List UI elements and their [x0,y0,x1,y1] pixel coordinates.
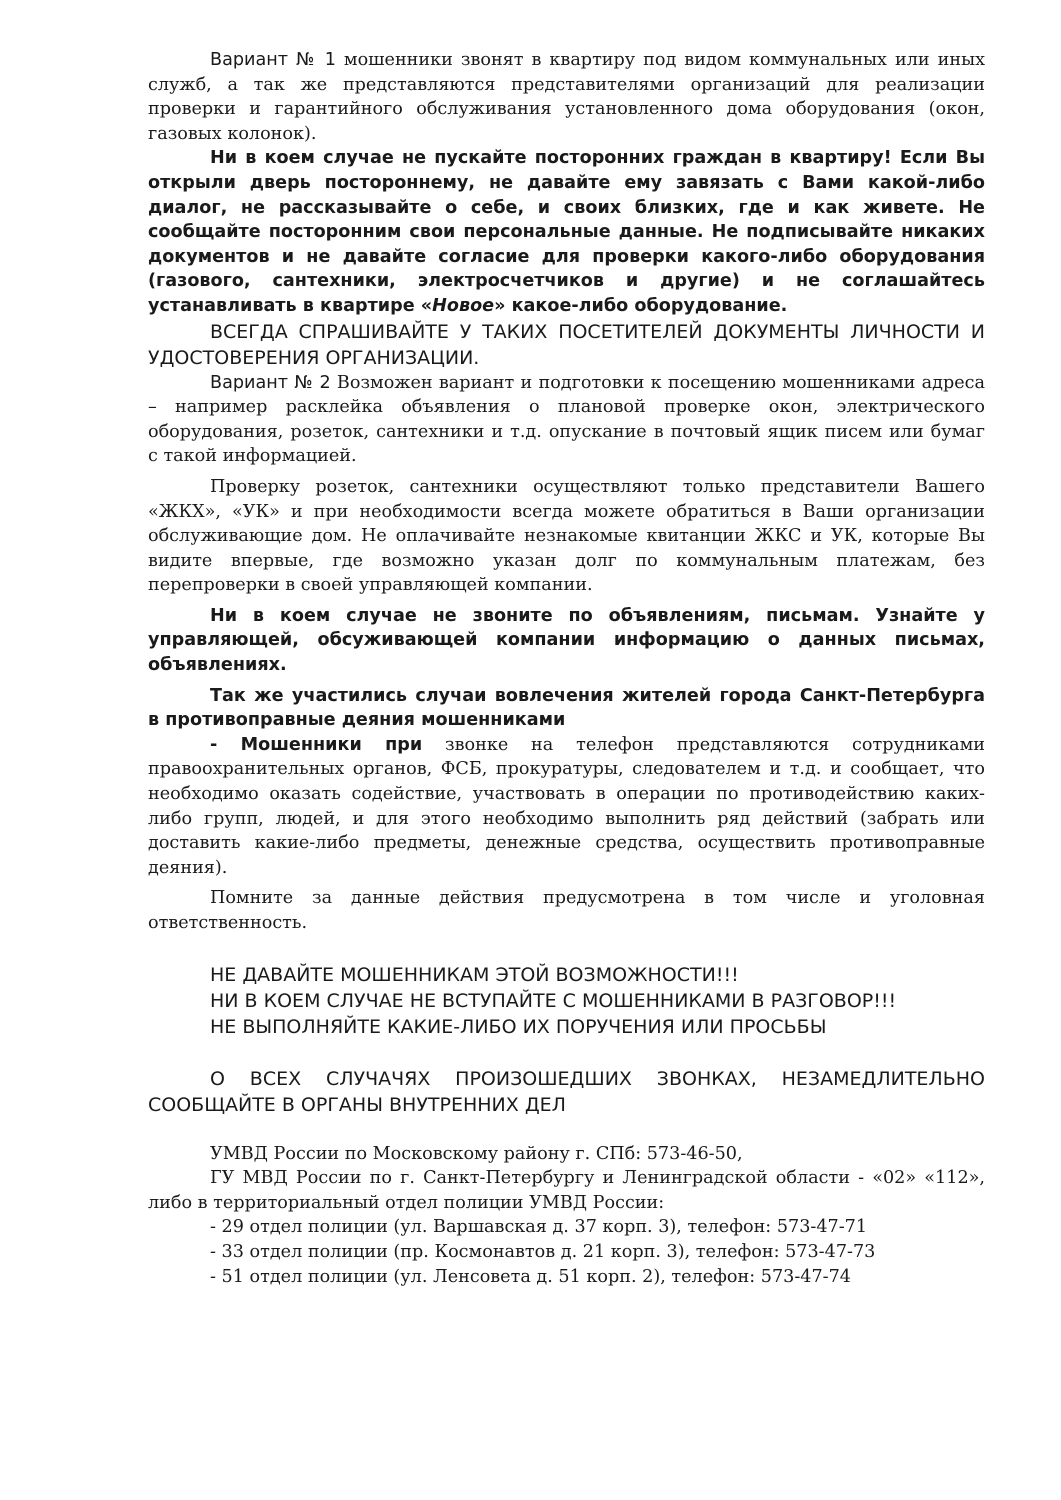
contact-gu: ГУ МВД России по г. Санкт-Петербургу и Ленинградской области - «02» «112», либо в территориальный отдел полиции УМВД России: [148,1168,985,1213]
paragraph-check-sockets: Проверку розеток, сантехники осуществляют только представители Вашего «ЖКХ», «УК» и при необходимости всегда можете обратиться в Ваши организации обслуживающие дом. Не оплачивайте незнакомые квитанции ЖКС и УК, которые Вы видите впервые, где возможно указан долг по коммунальным платежам, без перепроверки в своей управляющей компании. [148,476,985,596]
warning-line-2: НИ В КОЕМ СЛУЧАЕ НЕ ВСТУПАЙТЕ С МОШЕННИКАМИ В РАЗГОВОР!!! [210,989,897,1012]
variant-1-text: мошенники звонят в квартиру под видом коммунальных или иных служб, а так же представляются представителями организаций для реализации проверки и гарантийного обслуживания установленного дома оборудования (окон, газовых колонок). [148,50,985,144]
warning-door-text-b: » какое-либо оборудование. [494,295,788,316]
warning-door-italic: Новое [432,295,495,316]
spacer [148,936,985,962]
warning-line-3: НЕ ВЫПОЛНЯЙТЕ КАКИЕ-ЛИБО ИХ ПОРУЧЕНИЯ ИЛИ ПРОСЬБЫ [210,1015,827,1038]
paragraph-variant-2 [148,371,985,469]
contact-department-33: - 33 отдел полиции (пр. Космонавтов д. 21 корп. 3), телефон: 573-47-73 [210,1241,876,1262]
phone-scam-lead: - Мошенники при [210,734,423,755]
paragraph-warning-door [148,146,985,318]
variant-2-lead: Вариант № 2 [210,372,331,393]
paragraph-phone-scam [148,733,985,881]
spacer [148,1118,985,1142]
paragraph-variant-1 [148,48,985,146]
variant-2-text: Возможен вариант и подготовки к посещению мошенниками адреса – например расклейка объявления о плановой проверке окон, электрического оборудования, розеток, сантехники и т.д. опускание в почтовый ящик писем или бумаг с такой информацией. [148,372,986,467]
paragraph-liability: Помните за данные действия предусмотрена в том числе и уголовная ответственность. [148,888,985,933]
contact-department-29: - 29 отдел полиции (ул. Варшавская д. 37 корп. 3), телефон: 573-47-71 [210,1217,868,1238]
paragraph-involvement: Так же участились случаи вовлечения жителей города Санкт-Петербурга в противоправные деяния мошенниками [148,685,985,731]
phone-scam-text: звонке на телефон представляются сотрудниками правоохранительных органов, ФСБ, прокуратуры, следователем и т.д. и сообщает, что необходимо оказать содействие, участвовать в операции по противодействию каких-либо групп, людей, и для этого необходимо выполнить ряд действий (забрать или доставить какие-либо предметы, денежные средства, осуществить противоправные деяния). [148,734,985,878]
spacer [148,1040,985,1066]
paragraph-no-calls: Ни в коем случае не звоните по объявлениям, письмам. Узнайте у управляющей, обсуживающей компании информацию о данных письмах, объявлениях. [148,605,985,676]
variant-1-lead: Вариант № 1 [210,50,336,70]
paragraph-ask-documents: ВСЕГДА СПРАШИВАЙТЕ У ТАКИХ ПОСЕТИТЕЛЕЙ ДОКУМЕНТЫ ЛИЧНОСТИ И УДОСТОВЕРЕНИЯ ОРГАНИЗАЦИИ. [148,320,985,369]
warning-door-text-a: Ни в коем случае не пускайте посторонних граждан в квартиру! Если Вы открыли дверь постороннему, не давайте ему завязать с Вами какой-либо диалог, не рассказывайте о себе, и своих близких, где и как живете. Не сообщайте посторонним свои персональные данные. Не подписывайте никаких документов и не давайте согласие для проверки какого-либо оборудования (газового, сантехники, электросчетчиков и другие) и не соглашайтесь устанавливать в квартире « [148,148,985,316]
warning-line-1: НЕ ДАВАЙТЕ МОШЕННИКАМ ЭТОЙ ВОЗМОЖНОСТИ!!! [210,963,739,986]
contact-umvd: УМВД России по Московскому району г. СПб: 573-46-50, [210,1143,743,1164]
contact-department-51: - 51 отдел полиции (ул. Ленсовета д. 51 корп. 2), телефон: 573-47-74 [210,1266,852,1287]
paragraph-report: О ВСЕХ СЛУЧАЧЯХ ПРОИЗОШЕДШИХ ЗВОНКАХ, НЕЗАМЕДЛИТЕЛЬНО СООБЩАЙТЕ В ОРГАНЫ ВНУТРЕННИХ ДЕЛ [148,1067,985,1116]
